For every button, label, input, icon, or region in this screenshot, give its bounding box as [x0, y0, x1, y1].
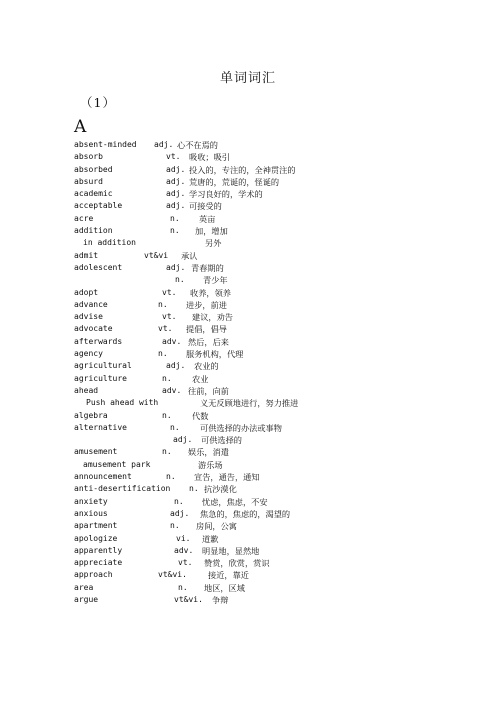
- entry-word: area: [74, 582, 94, 592]
- list-item: [74, 397, 476, 409]
- entry-word: adolescent: [74, 262, 123, 272]
- entry-word: amusement: [74, 447, 118, 457]
- entry-meaning: 宣告，通告，通知: [194, 472, 260, 483]
- entry-meaning: 服务机构，代理: [186, 349, 244, 360]
- entry-pos: adj.: [166, 201, 186, 211]
- list-item: [74, 164, 476, 176]
- entry-word: announcement: [74, 472, 132, 482]
- letter-heading: A: [74, 117, 87, 137]
- entry-pos: vt.: [158, 324, 173, 334]
- list-item: [74, 311, 476, 323]
- entry-word: agriculture: [74, 373, 127, 383]
- list-item: [74, 274, 476, 286]
- entry-meaning: 吸收；吸引: [189, 152, 230, 163]
- entry-word: agency: [74, 349, 103, 359]
- entry-word: anti-desertification: [74, 484, 171, 494]
- entry-pos: vt.: [166, 152, 181, 162]
- entry-meaning: 学习良好的，学术的: [189, 189, 263, 200]
- list-item: [74, 200, 476, 212]
- entry-meaning: 农业的: [194, 361, 219, 372]
- entry-meaning: 抗沙漠化: [204, 484, 237, 495]
- entry-pos: n.: [189, 484, 199, 494]
- entry-meaning: 加，增加: [195, 226, 228, 237]
- list-item: [74, 225, 476, 237]
- entry-meaning: 然后，后来: [188, 336, 229, 347]
- entry-word: amusement park: [83, 459, 151, 469]
- entry-word: approach: [74, 570, 113, 580]
- entry-pos: n.: [170, 226, 180, 236]
- list-item: [74, 360, 476, 372]
- list-item: [74, 594, 476, 606]
- entry-pos: n.: [162, 373, 172, 383]
- entry-meaning: 焦急的，焦虑的，渴望的: [200, 508, 291, 519]
- entry-word: in addition: [83, 238, 136, 248]
- entry-meaning: 提倡，倡导: [186, 324, 227, 335]
- entry-meaning: 房间，公寓: [196, 521, 237, 532]
- entry-word: anxiety: [74, 496, 108, 506]
- entry-word: ahead: [74, 385, 99, 395]
- entry-pos: n.: [158, 349, 168, 359]
- entry-word: argue: [74, 594, 99, 604]
- entry-meaning: 荒唐的，荒诞的，怪诞的: [189, 176, 280, 187]
- entry-pos: adj.: [154, 140, 174, 149]
- list-item: [74, 557, 476, 569]
- entry-meaning: 代数: [192, 410, 209, 421]
- entry-word: afterwards: [74, 336, 123, 346]
- list-item: [74, 250, 476, 262]
- entry-meaning: 娱乐，消遣: [188, 447, 229, 458]
- entry-pos: vt&vi: [144, 250, 169, 260]
- list-item: [74, 410, 476, 422]
- entry-pos: n.: [166, 472, 176, 482]
- entry-meaning: 地区，区域: [204, 582, 245, 593]
- entry-meaning: 可供选择的办法或事物: [200, 422, 282, 433]
- entry-word: absurd: [74, 176, 103, 186]
- entry-word: absent-minded: [74, 140, 137, 149]
- entry-meaning: 道歉: [202, 533, 219, 544]
- entry-meaning: 义无反顾地进行，努力推进: [200, 398, 299, 409]
- entry-pos: adj.: [170, 508, 190, 518]
- entry-word: acceptable: [74, 201, 123, 211]
- entry-word: adopt: [74, 287, 99, 297]
- entry-meaning: 往前，向前: [188, 385, 229, 396]
- entry-meaning: 英亩: [199, 213, 216, 224]
- list-item: [74, 139, 476, 151]
- list-item: [74, 496, 476, 508]
- entry-pos: adj.: [166, 361, 186, 371]
- entry-word: advise: [74, 312, 103, 322]
- entry-pos: vt.: [162, 287, 177, 297]
- entry-pos: adv.: [162, 336, 182, 346]
- entry-meaning: 另外: [205, 238, 222, 249]
- entry-word: anxious: [74, 508, 108, 518]
- list-item: [74, 582, 476, 594]
- entry-meaning: 争辩: [212, 594, 229, 605]
- entry-meaning: 可接受的: [189, 201, 222, 212]
- entry-pos: adv.: [162, 385, 182, 395]
- entry-pos: n.: [170, 422, 180, 432]
- entry-pos: n.: [162, 447, 172, 457]
- entry-pos: n.: [170, 521, 180, 531]
- list-item: [74, 373, 476, 385]
- entry-word: Push ahead with: [86, 398, 159, 408]
- list-item: [74, 434, 476, 446]
- entry-word: apparently: [74, 545, 123, 555]
- entry-pos: adj.: [173, 435, 193, 445]
- entry-pos: n.: [178, 582, 188, 592]
- entry-meaning: 游乐场: [198, 459, 223, 470]
- list-item: [74, 545, 476, 557]
- list-item: [74, 237, 476, 249]
- entry-pos: vt&vi.: [158, 570, 187, 580]
- list-item: [74, 348, 476, 360]
- entry-word: admit: [74, 250, 99, 260]
- entry-pos: vt.: [162, 312, 177, 322]
- vocabulary-list: [74, 139, 476, 606]
- page-title: 单词词汇: [219, 71, 276, 86]
- entry-word: advance: [74, 299, 108, 309]
- entry-meaning: 建议，劝告: [192, 312, 233, 323]
- entry-meaning: 心不在焉的: [177, 140, 218, 150]
- entry-meaning: 忧虑，焦虑，不安: [202, 496, 268, 507]
- entry-word: absorb: [74, 152, 103, 162]
- entry-pos: adj.: [166, 262, 186, 272]
- list-item: [74, 422, 476, 434]
- entry-pos: n.: [174, 496, 184, 506]
- list-item: [74, 262, 476, 274]
- entry-word: agricultural: [74, 361, 132, 371]
- entry-meaning: 可供选择的: [201, 435, 242, 446]
- entry-word: appreciate: [74, 558, 123, 568]
- entry-word: absorbed: [74, 164, 113, 174]
- list-item: [74, 151, 476, 163]
- entry-word: alternative: [74, 422, 127, 432]
- entry-word: apartment: [74, 521, 118, 531]
- list-item: [74, 471, 476, 483]
- list-item: [74, 323, 476, 335]
- entry-pos: adj.: [166, 189, 186, 199]
- entry-pos: n.: [170, 213, 180, 223]
- list-item: [74, 533, 476, 545]
- list-item: [74, 336, 476, 348]
- entry-word: addition: [74, 226, 113, 236]
- list-item: [74, 213, 476, 225]
- entry-pos: n.: [162, 410, 172, 420]
- list-item: [74, 385, 476, 397]
- entry-word: apologize: [74, 533, 118, 543]
- list-item: [74, 459, 476, 471]
- entry-meaning: 承认: [181, 250, 198, 261]
- entry-word: academic: [74, 189, 113, 199]
- entry-word: algebra: [74, 410, 108, 420]
- list-item: [74, 569, 476, 581]
- entry-word: acre: [74, 213, 94, 223]
- list-item: [74, 508, 476, 520]
- entry-meaning: 青春期的: [191, 262, 224, 273]
- entry-pos: adj.: [166, 164, 186, 174]
- list-item: [74, 483, 476, 495]
- entry-word: advocate: [74, 324, 113, 334]
- entry-meaning: 农业: [192, 373, 209, 384]
- entry-pos: adv.: [174, 545, 194, 555]
- list-item: [74, 299, 476, 311]
- entry-meaning: 进步，前进: [186, 299, 227, 310]
- entry-pos: vt.: [178, 558, 193, 568]
- entry-meaning: 青少年: [203, 275, 228, 286]
- entry-pos: vi.: [176, 533, 191, 543]
- list-item: [74, 176, 476, 188]
- section-number: （1）: [80, 95, 116, 110]
- list-item: [74, 446, 476, 458]
- list-item: [74, 287, 476, 299]
- entry-meaning: 接近，靠近: [208, 570, 249, 581]
- entry-pos: vt&vi.: [174, 594, 203, 604]
- list-item: [74, 520, 476, 532]
- entry-pos: n.: [175, 275, 185, 285]
- entry-pos: n.: [158, 299, 168, 309]
- entry-meaning: 明显地，显然地: [202, 545, 260, 556]
- list-item: [74, 188, 476, 200]
- entry-meaning: 投入的，专注的，全神贯注的: [189, 164, 296, 175]
- entry-pos: adj.: [166, 176, 186, 186]
- entry-meaning: 收养，领养: [190, 287, 231, 298]
- entry-meaning: 赞赏，欣赏，赏识: [204, 558, 270, 569]
